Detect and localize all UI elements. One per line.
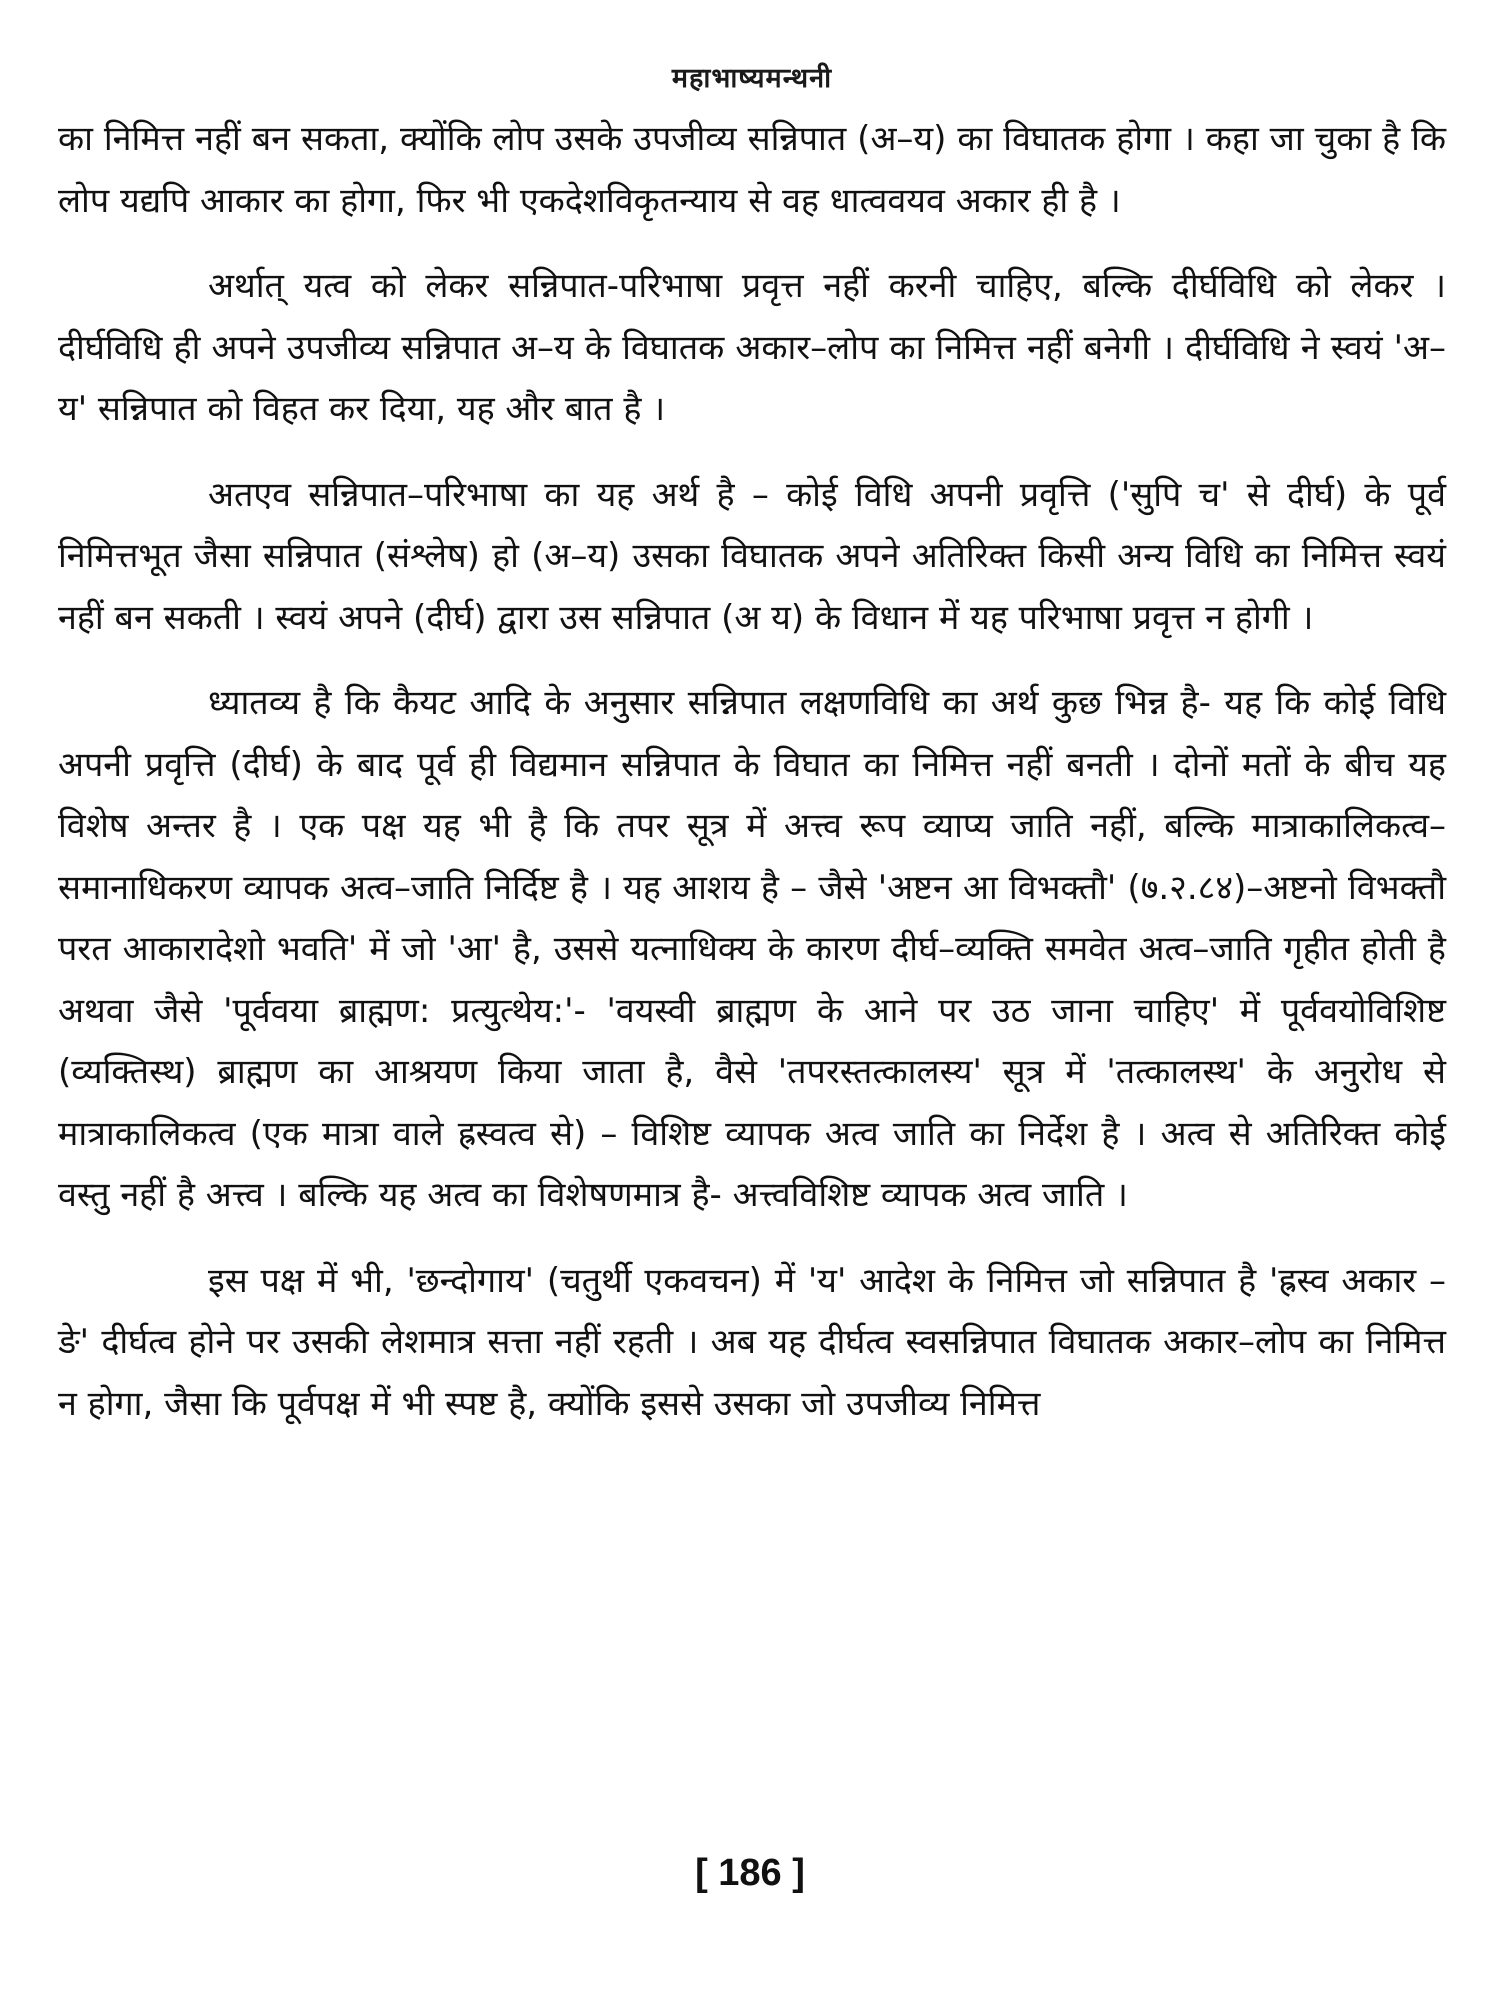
paragraph-5: इस पक्ष में भी, 'छन्दोगाय' (चतुर्थी एकवचन) में 'य' आदेश के निमित्त जो सन्निपात है 'ह्रस्व अकार – ङे' दीर्घत्व होने पर उसकी लेशमात्र सत्ता नहीं रहती । अब यह दीर्घत्व स्वसन्निपात विघातक अकार–लोप का निमित्त न होगा, जैसा कि पूर्वपक्ष में भी स्पष्ट है, क्योंकि इससे उसका जो उपजीव्य निमित्त: [58, 1260, 1446, 1424]
paragraph-4: ध्यातव्य है कि कैयट आदि के अनुसार सन्निपात लक्षणविधि का अर्थ कुछ भिन्न है- यह कि कोई विधि अपनी प्रवृत्ति (दीर्घ) के बाद पूर्व ही विद्यमान सन्निपात के विघात का निमित्त नहीं बनती । दोनों मतों के बीच यह विशेष अन्तर है । एक पक्ष यह भी है कि तपर सूत्र में अत्त्व रूप व्याप्य जाति नहीं, बल्कि मात्राकालिकत्व–समानाधिकरण व्यापक अत्व–जाति निर्दिष्ट है । यह आशय है – जैसे 'अष्टन आ विभक्तौ' (७.२.८४)–अष्टनो विभक्तौ परत आकारादेशो भवति' में जो 'आ' है, उससे यत्नाधिक्य के कारण दीर्घ–व्यक्ति समवेत अत्व–जाति गृहीत होती है अथवा जैसे 'पूर्ववया ब्राह्मण: प्रत्युत्थेय:'- 'वयस्वी ब्राह्मण के आने पर उठ जाना चाहिए' में पूर्ववयोविशिष्ट (व्यक्तिस्थ) ब्राह्मण का आश्रयण किया जाता है, वैसे 'तपरस्तत्कालस्य' सूत्र में 'तत्कालस्थ' के अनुरोध से मात्राकालिकत्व (एक मात्रा वाले ह्रस्वत्व से) – विशिष्ट व्यापक अत्व जाति का निर्देश है । अत्व से अतिरिक्त कोई वस्तु नहीं है अत्त्व । बल्कि यह अत्व का विशेषणमात्र है- अत्त्वविशिष्ट व्यापक अत्व जाति ।: [58, 683, 1446, 1215]
body-text: [58, 109, 1446, 1435]
paragraph-2: अर्थात् यत्व को लेकर सन्निपात-परिभाषा प्रवृत्त नहीं करनी चाहिए, बल्कि दीर्घविधि को लेकर । दीर्घविधि ही अपने उपजीव्य सन्निपात अ–य के विघातक अकार–लोप का निमित्त नहीं बनेगी । दीर्घविधि ने स्वयं 'अ–य' सन्निपात को विहत कर दिया, यह और बात है ।: [58, 266, 1446, 429]
paragraph-1: का निमित्त नहीं बन सकता, क्योंकि लोप उसके उपजीव्य सन्निपात (अ–य) का विघातक होगा । कहा जा चुका है कि लोप यद्यपि आकार का होगा, फिर भी एकदेशविकृतन्याय से वह धात्ववयव अकार ही है ।: [58, 119, 1446, 221]
paragraph-3: अतएव सन्निपात–परिभाषा का यह अर्थ है – कोई विधि अपनी प्रवृत्ति ('सुपि च' से दीर्घ) के पूर्व निमित्तभूत जैसा सन्निपात (संश्लेष) हो (अ–य) उसका विघातक अपने अतिरिक्त किसी अन्य विधि का निमित्त स्वयं नहीं बन सकती । स्वयं अपने (दीर्घ) द्वारा उस सन्निपात (अ य) के विधान में यह परिभाषा प्रवृत्त न होगी ।: [58, 474, 1447, 638]
page-number: [ 186 ]: [695, 1852, 805, 1894]
running-head: महाभाष्यमन्थनी: [671, 63, 833, 94]
